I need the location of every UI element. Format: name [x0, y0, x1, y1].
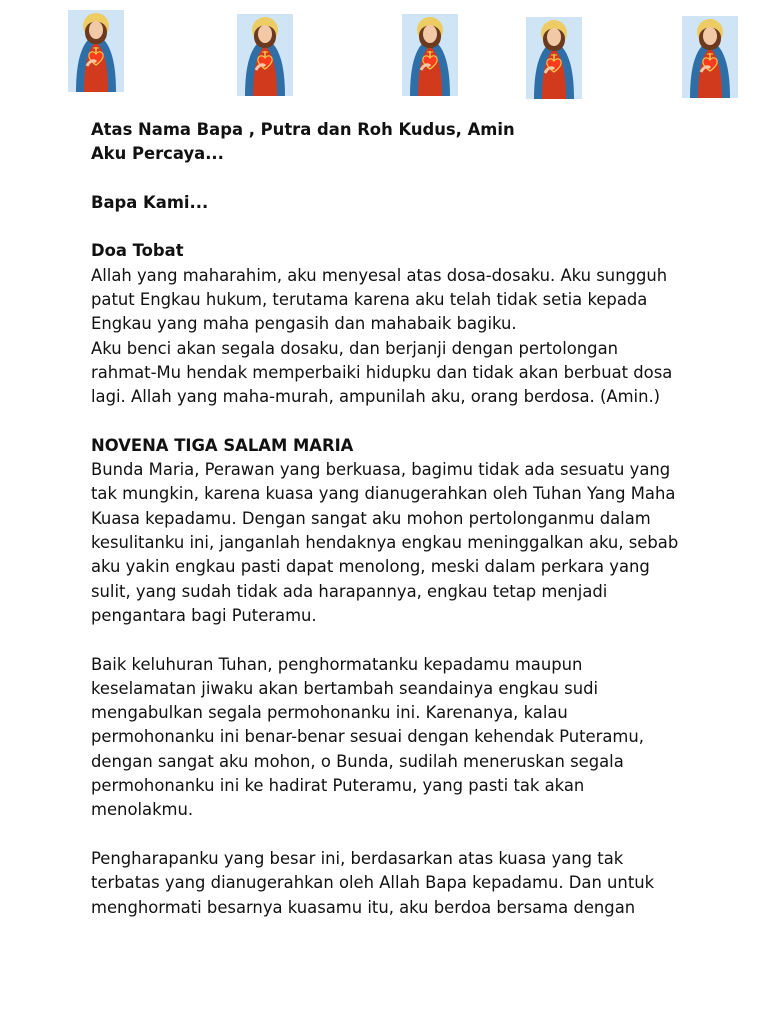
text-line: rahmat-Mu hendak memperbaiki hidupku dan tidak akan berbuat dosa — [91, 362, 673, 382]
text-line: lagi. Allah yang maha-murah, ampunilah aku, orang berdosa. (Amin.) — [91, 387, 661, 407]
text-line: sulit, yang sudah tidak ada harapannya, engkau tetap menjadi — [91, 581, 608, 601]
text-line: permohonanku ini benar-benar sesuai dengan kehendak Puteramu, — [91, 727, 644, 747]
doa-tobat-heading: Doa Tobat — [91, 241, 184, 261]
sacred-heart-of-mary-icon — [237, 14, 293, 96]
text-line: Allah yang maharahim, aku menyesal atas dosa-dosaku. Aku sungguh — [91, 265, 668, 285]
text-line: menolakmu. — [91, 800, 194, 820]
text-line: menghormati besarnya kuasamu itu, aku berdoa bersama dengan — [91, 897, 636, 917]
text-line: Aku benci akan segala dosaku, dan berjanji dengan pertolongan — [91, 338, 619, 358]
text-line: Kuasa kepadamu. Dengan sangat aku mohon pertolonganmu dalam — [91, 508, 651, 528]
text-line: terbatas yang dianugerahkan oleh Allah Bapa kepadamu. Dan untuk — [91, 873, 655, 893]
text-line: Bunda Maria, Perawan yang berkuasa, bagimu tidak ada sesuatu yang — [91, 460, 671, 480]
novena-heading: NOVENA TIGA SALAM MARIA — [91, 435, 354, 455]
text-line: mengabulkan segala permohonanku ini. Karenanya, kalau — [91, 703, 568, 723]
text-line: kesulitanku ini, janganlah hendaknya engkau meninggalkan aku, sebab — [91, 533, 679, 553]
novena-paragraph-2 — [91, 653, 691, 823]
text-line: keselamatan jiwaku akan bertambah seandainya engkau sudi — [91, 678, 599, 698]
sacred-heart-of-mary-icon — [402, 14, 458, 96]
text-line: dengan sangat aku mohon, o Bunda, sudilah meneruskan segala — [91, 751, 624, 771]
text-line: patut Engkau hukum, terutama karena aku telah tidak setia kepada — [91, 290, 648, 310]
lords-prayer-line: Bapa Kami... — [91, 192, 209, 212]
text-line: Engkau yang maha pengasih dan mahabaik bagiku. — [91, 314, 517, 334]
text-line: Pengharapanku yang besar ini, berdasarkan atas kuasa yang tak — [91, 848, 624, 868]
sign-of-cross-line: Atas Nama Bapa , Putra dan Roh Kudus, Amin — [91, 120, 515, 139]
novena-paragraph-3 — [91, 847, 691, 920]
prayer-document — [91, 118, 691, 920]
novena-paragraph-1 — [91, 458, 691, 628]
text-line: Baik keluhuran Tuhan, penghormatanku kepadamu maupun — [91, 654, 583, 674]
text-line: pengantara bagi Puteramu. — [91, 605, 317, 625]
doa-tobat-body — [91, 264, 691, 410]
sacred-heart-of-mary-icon — [682, 16, 738, 98]
text-line: aku yakin engkau pasti dapat menolong, meski dalam perkara yang — [91, 557, 650, 577]
text-line: tak mungkin, karena kuasa yang dianugerahkan oleh Tuhan Yang Maha — [91, 484, 676, 504]
text-line: permohonanku ini ke hadirat Puteramu, yang pasti tak akan — [91, 776, 585, 796]
sacred-heart-of-mary-icon — [526, 17, 582, 99]
sacred-heart-of-mary-icon — [68, 10, 124, 92]
header-image-strip — [0, 0, 768, 104]
creed-line: Aku Percaya... — [91, 144, 224, 164]
